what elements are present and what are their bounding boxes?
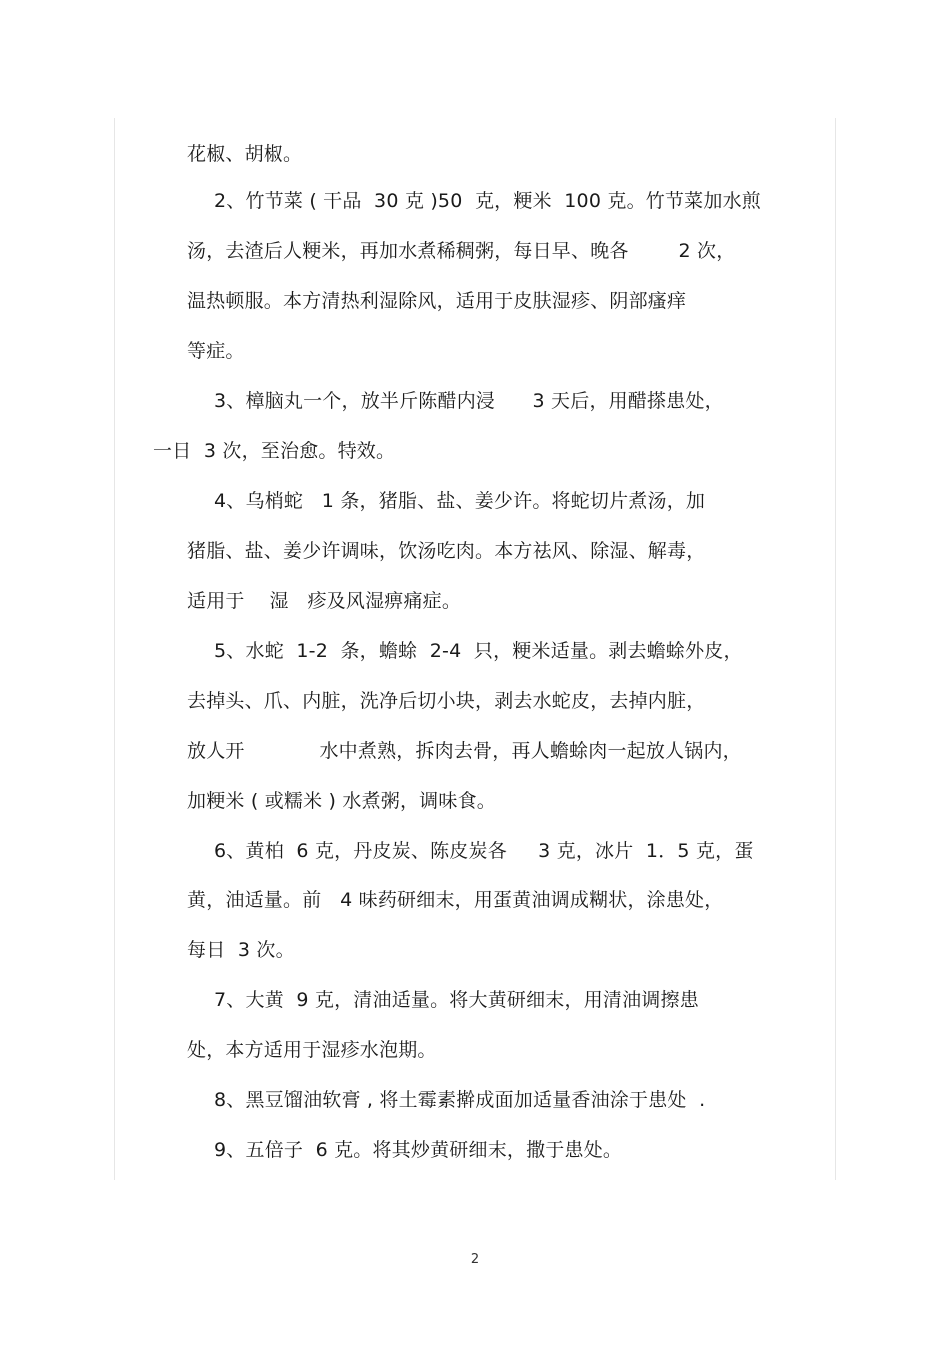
text-line: 处，本方适用于湿疹水泡期。 — [187, 1039, 437, 1061]
text-line: 9、五倍子 6 克。将其炒黄研细末，撒于患处。 — [214, 1139, 623, 1161]
text-line: 每日 3 次。 — [187, 939, 295, 961]
text-line: 3、樟脑丸一个，放半斤陈醋内浸 3 天后，用醋搽患处， — [214, 390, 724, 412]
text-line: 一日 3 次，至治愈。特效。 — [153, 440, 396, 462]
text-line: 4、乌梢蛇 1 条，猪脂、盐、姜少许。将蛇切片煮汤，加 — [214, 490, 706, 512]
text-line: 8、黑豆馏油软膏 , 将土霉素擀成面加适量香油涂于患处 . — [214, 1089, 706, 1111]
text-line: 放人开 水中煮熟，拆肉去骨，再人蟾蜍肉一起放人锅内， — [187, 740, 742, 762]
page-number: 2 — [470, 1252, 480, 1267]
text-line: 2、竹节菜 ( 干品 30 克 )50 克，粳米 100 克。竹节菜加水煎 — [214, 190, 761, 212]
text-line: 去掉头、爪、内脏，洗净后切小块，剥去水蛇皮，去掉内脏， — [187, 690, 706, 712]
text-line: 适用于 湿 疹及风湿痹痛症。 — [187, 590, 462, 612]
text-line: 花椒、胡椒。 — [187, 143, 303, 165]
text-line: 黄，油适量。前 4 味药研细末，用蛋黄油调成糊状，涂患处， — [187, 889, 724, 911]
text-line: 加粳米 ( 或糯米 ) 水煮粥，调味食。 — [187, 790, 496, 812]
text-line: 5、水蛇 1-2 条，蟾蜍 2-4 只，粳米适量。剥去蟾蜍外皮， — [214, 640, 743, 662]
text-line: 汤，去渣后人粳米，再加水煮稀稠粥，每日早、晚各 2 次， — [187, 240, 736, 262]
text-line: 等症。 — [187, 340, 245, 362]
text-line: 猪脂、盐、姜少许调味，饮汤吃肉。本方祛风、除湿、解毒， — [187, 540, 706, 562]
text-line: 7、大黄 9 克，清油适量。将大黄研细末，用清油调擦患 — [214, 989, 699, 1011]
text-line: 温热顿服。本方清热利湿除风，适用于皮肤湿疹、阴部瘙痒 — [187, 290, 687, 312]
text-line: 6、黄柏 6 克，丹皮炭、陈皮炭各 3 克，冰片 1．5 克，蛋 — [214, 840, 754, 862]
